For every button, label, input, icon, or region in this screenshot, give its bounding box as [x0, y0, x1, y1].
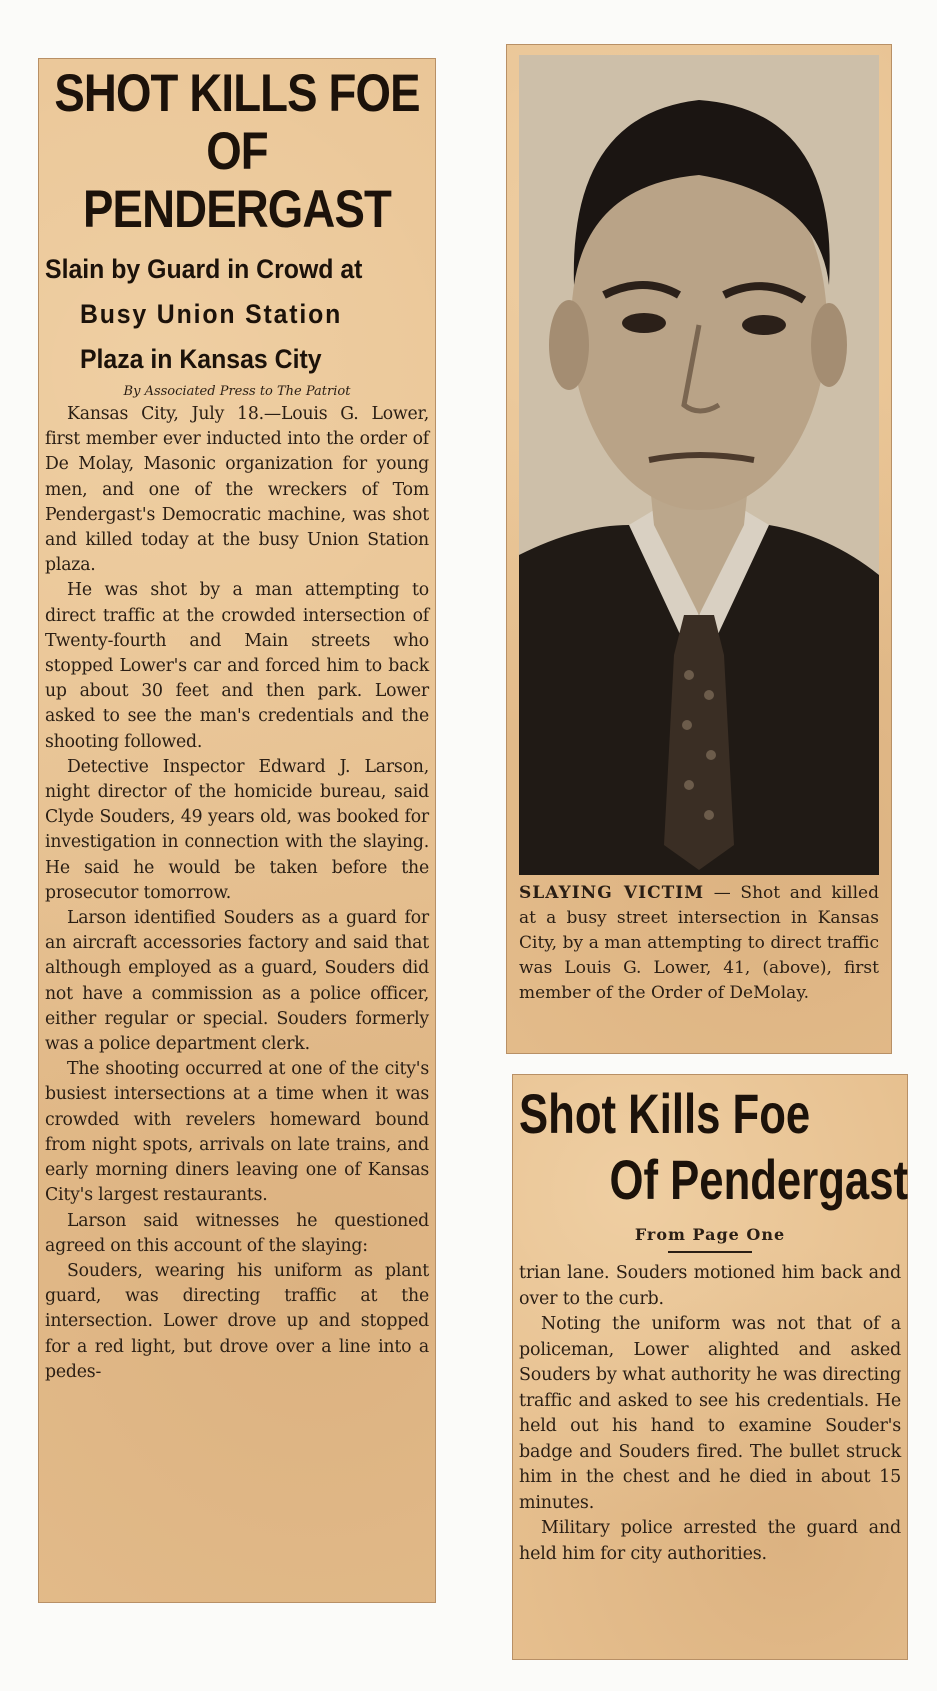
continuation-headline-line-2: Of Pendergast — [609, 1148, 909, 1211]
byline: By Associated Press to The Patriot — [123, 384, 351, 399]
article-paragraph: Detective Inspector Edward J. Larson, night director of the homicide bureau, said Clyde Souders, 49 years old, was booked for investigation in connection with the slaying. He said he would be taken before the prosecutor tomorrow. — [45, 756, 429, 903]
continuation-paragraph: trian lane. Souders motioned him back and over to the curb. — [519, 1263, 901, 1309]
article-paragraph: He was shot by a man attempting to direct traffic at the crowded intersection of Twenty-fourth and Main streets who stopped Lower's car and forced him to back up about 30 feet and then park. Lower asked to see the man's credentials and the shooting followed. — [45, 580, 429, 752]
deck-line-2: Busy Union Station — [79, 299, 343, 329]
article-paragraph: The shooting occurred at one of the city's busiest intersections at a time when it was crowded with revelers homeward bound from night spots, arrivals on late trains, and early morning diners leaving one of Kansas City's largest restaurants. — [45, 1059, 429, 1206]
continuation-paragraph: Noting the uniform was not that of a policeman, Lower alighted and asked Souders by what authority he was directing traffic and asked to see his credentials. He held out his hand to examine Souder's badge and Souders fired. The bullet struck him in the chest and he died in about 15 minutes. — [519, 1314, 901, 1513]
article-paragraph: Kansas City, July 18.—Louis G. Lower, first member ever inducted into the order of De Molay, Masonic organization for young men, and one of the wreckers of Tom Pendergast's Democratic machine, was shot and killed today at the busy Union Station plaza. — [45, 404, 429, 576]
article-paragraph: Souders, wearing his uniform as plant guard, was directing traffic at the intersection. Lower drove up and stopped for a red light, but drove over a line into a pedes- — [45, 1260, 429, 1382]
continuation-paragraph: Military police arrested the guard and held him for city authorities. — [519, 1518, 901, 1564]
left-ear — [549, 300, 589, 390]
right-eye — [742, 315, 786, 335]
left-eye — [622, 313, 666, 333]
photo-clipping — [506, 44, 892, 1054]
article-paragraph: Larson said witnesses he questioned agreed on this account of the slaying: — [45, 1210, 429, 1256]
headline — [51, 65, 423, 239]
portrait-photo — [519, 55, 879, 875]
continuation-clipping — [512, 1074, 908, 1660]
headline-line-1: SHOT KILLS FOE — [54, 64, 420, 123]
deck-line-1: Slain by Guard in Crowd at — [45, 254, 363, 284]
right-ear — [811, 303, 847, 387]
headline-line-2: OF PENDERGAST — [83, 122, 391, 239]
continuation-headline-line-1: Shot Kills Foe — [519, 1082, 811, 1145]
from-page-label: From Page One — [634, 1225, 786, 1244]
tie — [664, 615, 734, 870]
photo-caption — [519, 881, 879, 1006]
caption-title: SLAYING VICTIM — [519, 883, 705, 903]
deck-line-3: Plaza in Kansas City — [79, 344, 322, 374]
article-paragraph: Larson identified Souders as a guard for an aircraft accessories factory and said that although employed as a guard, Souders did not have a commission as a police officer, either regular or special. Souders formerly was a police department clerk. — [45, 908, 429, 1055]
portrait-illustration — [519, 55, 879, 875]
divider-rule — [668, 1251, 752, 1253]
left-article-clipping — [38, 58, 436, 1603]
caption-text: — Shot and killed at a busy street intersection in Kansas City, by a man attempting to direct traffic was Louis G. Lower, 41, (above), first member of the Order of DeMolay. — [519, 883, 879, 1003]
